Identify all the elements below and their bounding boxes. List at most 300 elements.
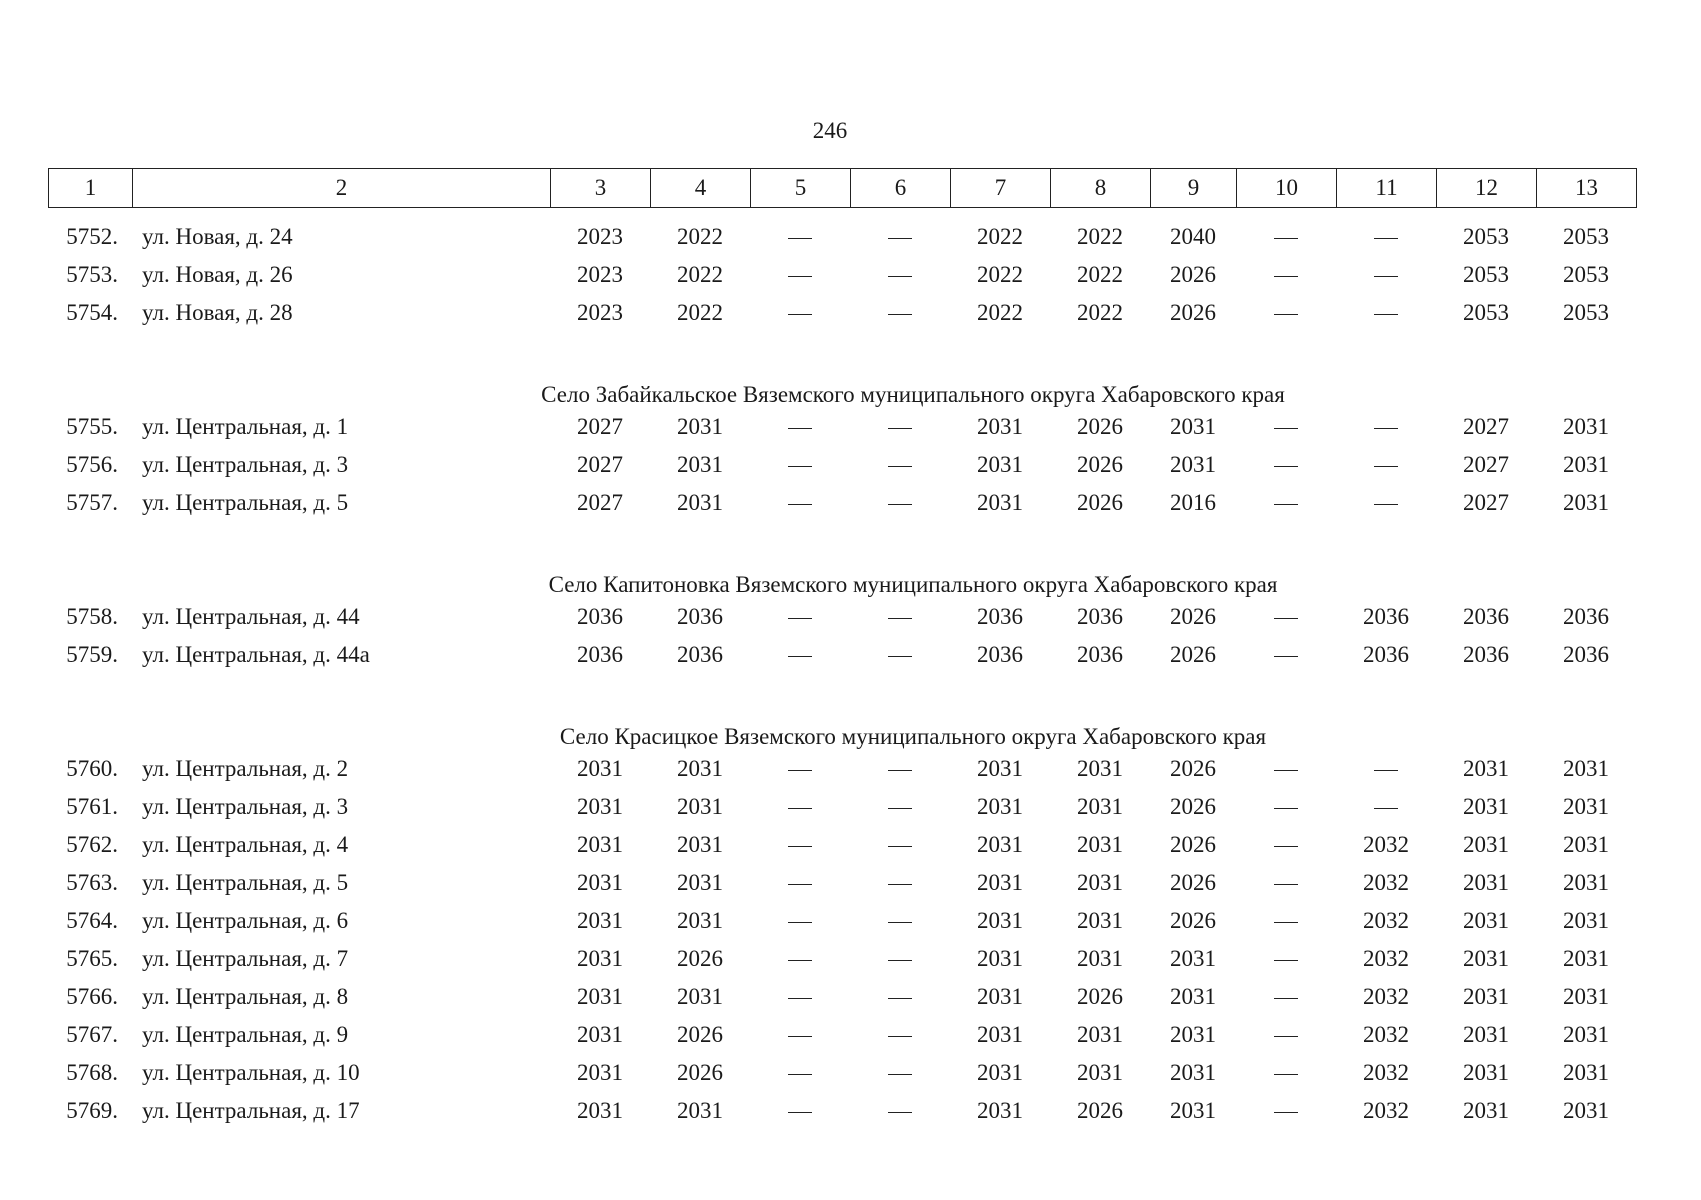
year-value-col-12: 2031 [1463,870,1509,895]
dash-mark [788,466,812,467]
table-row [48,1054,1658,1092]
year-value-col-13: 2036 [1563,642,1609,667]
value-dash-col-5 [750,262,850,288]
table-row [48,218,1658,256]
year-value-col-9: 2026 [1170,604,1216,629]
year-value-col-8: 2031 [1077,946,1123,971]
year-value-col-4: 2031 [677,1098,723,1123]
value-dash-col-10 [1236,1022,1336,1048]
year-value-col-13: 2031 [1563,1060,1609,1085]
year-value-col-4: 2031 [677,756,723,781]
year-value-col-12: 2027 [1463,452,1509,477]
address: ул. Новая, д. 28 [142,300,293,325]
year-value-col-3: 2031 [577,794,623,819]
year-value-col-3: 2023 [577,262,623,287]
dash-mark [888,428,912,429]
dash-mark [788,1036,812,1037]
address: ул. Центральная, д. 17 [142,1098,360,1123]
value-dash-col-6 [850,1098,950,1124]
row-number: 5768. [66,1060,118,1085]
value-dash-col-5 [750,756,850,782]
year-value-col-9: 2031 [1170,984,1216,1009]
value-dash-col-6 [850,756,950,782]
column-header-7: 7 [951,169,1051,208]
section-title: Село Забайкальское Вяземского муниципального округа Хабаровского края [541,382,1285,407]
value-dash-col-5 [750,452,850,478]
dash-mark [888,1036,912,1037]
dash-mark [888,656,912,657]
value-dash-col-10 [1236,870,1336,896]
dash-mark [888,618,912,619]
year-value-col-9: 2031 [1170,946,1216,971]
year-value-col-7: 2031 [977,1060,1023,1085]
value-dash-col-6 [850,1022,950,1048]
value-dash-col-6 [850,1060,950,1086]
dash-mark [788,428,812,429]
year-value-col-13: 2031 [1563,908,1609,933]
column-header-4: 4 [651,169,751,208]
dash-mark [888,1112,912,1113]
dash-mark [788,1074,812,1075]
year-value-col-11: 2032 [1363,870,1409,895]
table-row [48,902,1658,940]
year-value-col-12: 2027 [1463,490,1509,515]
year-value-col-7: 2031 [977,756,1023,781]
value-dash-col-10 [1236,794,1336,820]
dash-mark [788,922,812,923]
table-row [48,446,1658,484]
dash-mark [888,1074,912,1075]
section-title: Село Красицкое Вяземского муниципального округа Хабаровского края [559,724,1267,749]
year-value-col-4: 2036 [677,604,723,629]
dash-mark [1274,808,1298,809]
year-value-col-13: 2031 [1563,452,1609,477]
dash-mark [1274,960,1298,961]
table-row [48,1092,1658,1130]
dash-mark [888,504,912,505]
year-value-col-7: 2031 [977,946,1023,971]
year-value-col-12: 2031 [1463,946,1509,971]
year-value-col-8: 2031 [1077,832,1123,857]
row-number: 5761. [66,794,118,819]
value-dash-col-5 [750,604,850,630]
year-value-col-12: 2031 [1463,756,1509,781]
dash-mark [788,884,812,885]
value-dash-col-10 [1236,832,1336,858]
year-value-col-4: 2026 [677,1022,723,1047]
value-dash-col-6 [850,642,950,668]
table-row [48,788,1658,826]
column-header-2: 2 [133,169,551,208]
year-value-col-9: 2026 [1170,870,1216,895]
dash-mark [1274,846,1298,847]
column-header-11: 11 [1337,169,1437,208]
year-value-col-8: 2026 [1077,984,1123,1009]
table-row [48,940,1658,978]
dash-mark [788,808,812,809]
dash-mark [1274,998,1298,999]
year-value-col-7: 2022 [977,262,1023,287]
address: ул. Центральная, д. 8 [142,984,349,1009]
value-dash-col-10 [1236,262,1336,288]
row-number: 5757. [66,490,118,515]
year-value-col-3: 2031 [577,1060,623,1085]
address: ул. Центральная, д. 5 [142,490,349,515]
year-value-col-8: 2026 [1077,490,1123,515]
address: ул. Центральная, д. 6 [142,908,349,933]
table-row [48,864,1658,902]
value-dash-col-5 [750,870,850,896]
dash-mark [1274,276,1298,277]
year-value-col-13: 2031 [1563,984,1609,1009]
year-value-col-7: 2031 [977,908,1023,933]
year-value-col-13: 2031 [1563,870,1609,895]
year-value-col-12: 2036 [1463,642,1509,667]
dash-mark [1274,314,1298,315]
row-number: 5767. [66,1022,118,1047]
row-number: 5764. [66,908,118,933]
row-number: 5763. [66,870,118,895]
year-value-col-12: 2053 [1463,224,1509,249]
year-value-col-3: 2027 [577,490,623,515]
row-number: 5752. [66,224,118,249]
year-value-col-12: 2036 [1463,604,1509,629]
value-dash-col-6 [850,946,950,972]
table-row [48,826,1658,864]
value-dash-col-5 [750,984,850,1010]
year-value-col-9: 2026 [1170,794,1216,819]
year-value-col-8: 2031 [1077,870,1123,895]
dash-mark [1374,314,1398,315]
year-value-col-8: 2026 [1077,452,1123,477]
table-row [48,598,1658,636]
column-header-12: 12 [1437,169,1537,208]
year-value-col-9: 2026 [1170,300,1216,325]
year-value-col-7: 2036 [977,642,1023,667]
value-dash-col-10 [1236,908,1336,934]
dash-mark [888,276,912,277]
year-value-col-7: 2031 [977,452,1023,477]
value-dash-col-6 [850,832,950,858]
value-dash-col-6 [850,224,950,250]
dash-mark [788,770,812,771]
value-dash-col-6 [850,870,950,896]
value-dash-col-6 [850,452,950,478]
value-dash-col-6 [850,908,950,934]
year-value-col-4: 2031 [677,452,723,477]
year-value-col-13: 2031 [1563,794,1609,819]
year-value-col-4: 2031 [677,870,723,895]
value-dash-col-11 [1336,794,1436,820]
dash-mark [1374,276,1398,277]
year-value-col-13: 2053 [1563,300,1609,325]
year-value-col-3: 2023 [577,300,623,325]
year-value-col-4: 2022 [677,262,723,287]
value-dash-col-10 [1236,642,1336,668]
dash-mark [1274,656,1298,657]
table-header [48,168,1637,208]
year-value-col-8: 2026 [1077,414,1123,439]
row-number: 5758. [66,604,118,629]
year-value-col-4: 2031 [677,908,723,933]
dash-mark [1274,1074,1298,1075]
dash-mark [1274,428,1298,429]
address: ул. Центральная, д. 4 [142,832,349,857]
value-dash-col-6 [850,300,950,326]
address: ул. Новая, д. 24 [142,224,293,249]
value-dash-col-5 [750,1098,850,1124]
dash-mark [1374,428,1398,429]
year-value-col-7: 2031 [977,490,1023,515]
year-value-col-8: 2022 [1077,224,1123,249]
value-dash-col-10 [1236,756,1336,782]
dash-mark [1374,466,1398,467]
year-value-col-7: 2031 [977,1022,1023,1047]
year-value-col-12: 2053 [1463,300,1509,325]
dash-mark [1374,238,1398,239]
dash-mark [788,998,812,999]
year-value-col-4: 2026 [677,946,723,971]
year-value-col-8: 2026 [1077,1098,1123,1123]
dash-mark [788,846,812,847]
year-value-col-11: 2032 [1363,1060,1409,1085]
dash-mark [1274,618,1298,619]
address: ул. Центральная, д. 3 [142,794,349,819]
value-dash-col-11 [1336,224,1436,250]
value-dash-col-5 [750,1022,850,1048]
year-value-col-3: 2036 [577,604,623,629]
dash-mark [1274,1036,1298,1037]
dash-mark [1274,466,1298,467]
year-value-col-12: 2031 [1463,1060,1509,1085]
address: ул. Центральная, д. 44а [142,642,370,667]
year-value-col-7: 2031 [977,794,1023,819]
year-value-col-11: 2032 [1363,1022,1409,1047]
year-value-col-12: 2053 [1463,262,1509,287]
page-number: 246 [812,118,848,143]
year-value-col-9: 2026 [1170,832,1216,857]
year-value-col-4: 2026 [677,1060,723,1085]
dash-mark [788,960,812,961]
year-value-col-3: 2031 [577,832,623,857]
row-number: 5765. [66,946,118,971]
year-value-col-11: 2032 [1363,908,1409,933]
year-value-col-12: 2031 [1463,794,1509,819]
year-value-col-8: 2022 [1077,262,1123,287]
value-dash-col-5 [750,414,850,440]
year-value-col-4: 2036 [677,642,723,667]
year-value-col-7: 2031 [977,1098,1023,1123]
header-row [49,169,1637,208]
value-dash-col-11 [1336,452,1436,478]
year-value-col-9: 2026 [1170,908,1216,933]
table-body [48,218,1658,1130]
column-header-8: 8 [1051,169,1151,208]
value-dash-col-10 [1236,1098,1336,1124]
value-dash-col-5 [750,642,850,668]
year-value-col-7: 2031 [977,832,1023,857]
section-title: Село Капитоновка Вяземского муниципального округа Хабаровского края [548,572,1278,597]
value-dash-col-5 [750,490,850,516]
value-dash-col-10 [1236,300,1336,326]
address: ул. Центральная, д. 1 [142,414,349,439]
table-row [48,256,1658,294]
value-dash-col-5 [750,794,850,820]
dash-mark [1374,808,1398,809]
value-dash-col-11 [1336,490,1436,516]
dash-mark [1274,504,1298,505]
column-header-10: 10 [1237,169,1337,208]
year-value-col-3: 2023 [577,224,623,249]
value-dash-col-10 [1236,452,1336,478]
dash-mark [1274,1112,1298,1113]
year-value-col-3: 2027 [577,452,623,477]
dash-mark [1274,770,1298,771]
year-value-col-4: 2031 [677,794,723,819]
value-dash-col-10 [1236,984,1336,1010]
year-value-col-12: 2031 [1463,1098,1509,1123]
value-dash-col-10 [1236,946,1336,972]
address: ул. Центральная, д. 44 [142,604,360,629]
year-value-col-8: 2031 [1077,1022,1123,1047]
row-number: 5755. [66,414,118,439]
row-number: 5756. [66,452,118,477]
year-value-col-13: 2031 [1563,1022,1609,1047]
year-value-col-8: 2036 [1077,642,1123,667]
column-header-5: 5 [751,169,851,208]
year-value-col-13: 2036 [1563,604,1609,629]
address: ул. Центральная, д. 7 [142,946,349,971]
year-value-col-7: 2022 [977,300,1023,325]
dash-mark [1374,504,1398,505]
table-row [48,750,1658,788]
year-value-col-3: 2031 [577,908,623,933]
value-dash-col-5 [750,224,850,250]
year-value-col-9: 2031 [1170,1060,1216,1085]
address: ул. Новая, д. 26 [142,262,293,287]
year-value-col-12: 2027 [1463,414,1509,439]
dash-mark [788,314,812,315]
dash-mark [1274,238,1298,239]
value-dash-col-5 [750,832,850,858]
column-header-1: 1 [49,169,133,208]
year-value-col-3: 2027 [577,414,623,439]
year-value-col-12: 2031 [1463,908,1509,933]
column-header-6: 6 [851,169,951,208]
row-number: 5753. [66,262,118,287]
row-number: 5769. [66,1098,118,1123]
year-value-col-9: 2040 [1170,224,1216,249]
value-dash-col-5 [750,300,850,326]
dash-mark [888,238,912,239]
year-value-col-13: 2053 [1563,224,1609,249]
row-number: 5766. [66,984,118,1009]
year-value-col-4: 2022 [677,224,723,249]
address: ул. Центральная, д. 5 [142,870,349,895]
year-value-col-13: 2031 [1563,756,1609,781]
year-value-col-3: 2036 [577,642,623,667]
year-value-col-13: 2031 [1563,414,1609,439]
address: ул. Центральная, д. 3 [142,452,349,477]
year-value-col-12: 2031 [1463,1022,1509,1047]
year-value-col-13: 2031 [1563,946,1609,971]
year-value-col-4: 2022 [677,300,723,325]
value-dash-col-10 [1236,604,1336,630]
year-value-col-3: 2031 [577,756,623,781]
year-value-col-3: 2031 [577,1022,623,1047]
dash-mark [788,656,812,657]
table-row [48,978,1658,1016]
table-row [48,294,1658,332]
value-dash-col-11 [1336,300,1436,326]
year-value-col-11: 2036 [1363,604,1409,629]
dash-mark [888,846,912,847]
year-value-col-7: 2022 [977,224,1023,249]
year-value-col-7: 2031 [977,870,1023,895]
year-value-col-4: 2031 [677,414,723,439]
year-value-col-11: 2032 [1363,984,1409,1009]
dash-mark [788,504,812,505]
value-dash-col-10 [1236,1060,1336,1086]
year-value-col-9: 2026 [1170,642,1216,667]
year-value-col-13: 2031 [1563,490,1609,515]
year-value-col-13: 2031 [1563,1098,1609,1123]
value-dash-col-5 [750,1060,850,1086]
row-number: 5760. [66,756,118,781]
value-dash-col-6 [850,262,950,288]
value-dash-col-6 [850,794,950,820]
table-row [48,484,1658,522]
year-value-col-7: 2031 [977,414,1023,439]
year-value-col-11: 2032 [1363,946,1409,971]
table-row [48,636,1658,674]
column-header-3: 3 [551,169,651,208]
year-value-col-9: 2031 [1170,452,1216,477]
year-value-col-12: 2031 [1463,832,1509,857]
year-value-col-3: 2031 [577,1098,623,1123]
value-dash-col-6 [850,984,950,1010]
dash-mark [888,960,912,961]
year-value-col-7: 2031 [977,984,1023,1009]
dash-mark [788,1112,812,1113]
value-dash-col-11 [1336,262,1436,288]
dash-mark [1274,884,1298,885]
value-dash-col-10 [1236,490,1336,516]
value-dash-col-5 [750,946,850,972]
year-value-col-8: 2022 [1077,300,1123,325]
table-row [48,408,1658,446]
year-value-col-9: 2031 [1170,1098,1216,1123]
table-row [48,1016,1658,1054]
column-header-13: 13 [1537,169,1637,208]
value-dash-col-11 [1336,756,1436,782]
dash-mark [788,238,812,239]
year-value-col-8: 2031 [1077,794,1123,819]
year-value-col-8: 2036 [1077,604,1123,629]
year-value-col-9: 2016 [1170,490,1216,515]
row-number: 5762. [66,832,118,857]
value-dash-col-10 [1236,414,1336,440]
year-value-col-3: 2031 [577,946,623,971]
value-dash-col-6 [850,604,950,630]
dash-mark [788,276,812,277]
year-value-col-8: 2031 [1077,908,1123,933]
dash-mark [888,466,912,467]
dash-mark [888,884,912,885]
year-value-col-4: 2031 [677,832,723,857]
dash-mark [888,314,912,315]
dash-mark [1374,770,1398,771]
